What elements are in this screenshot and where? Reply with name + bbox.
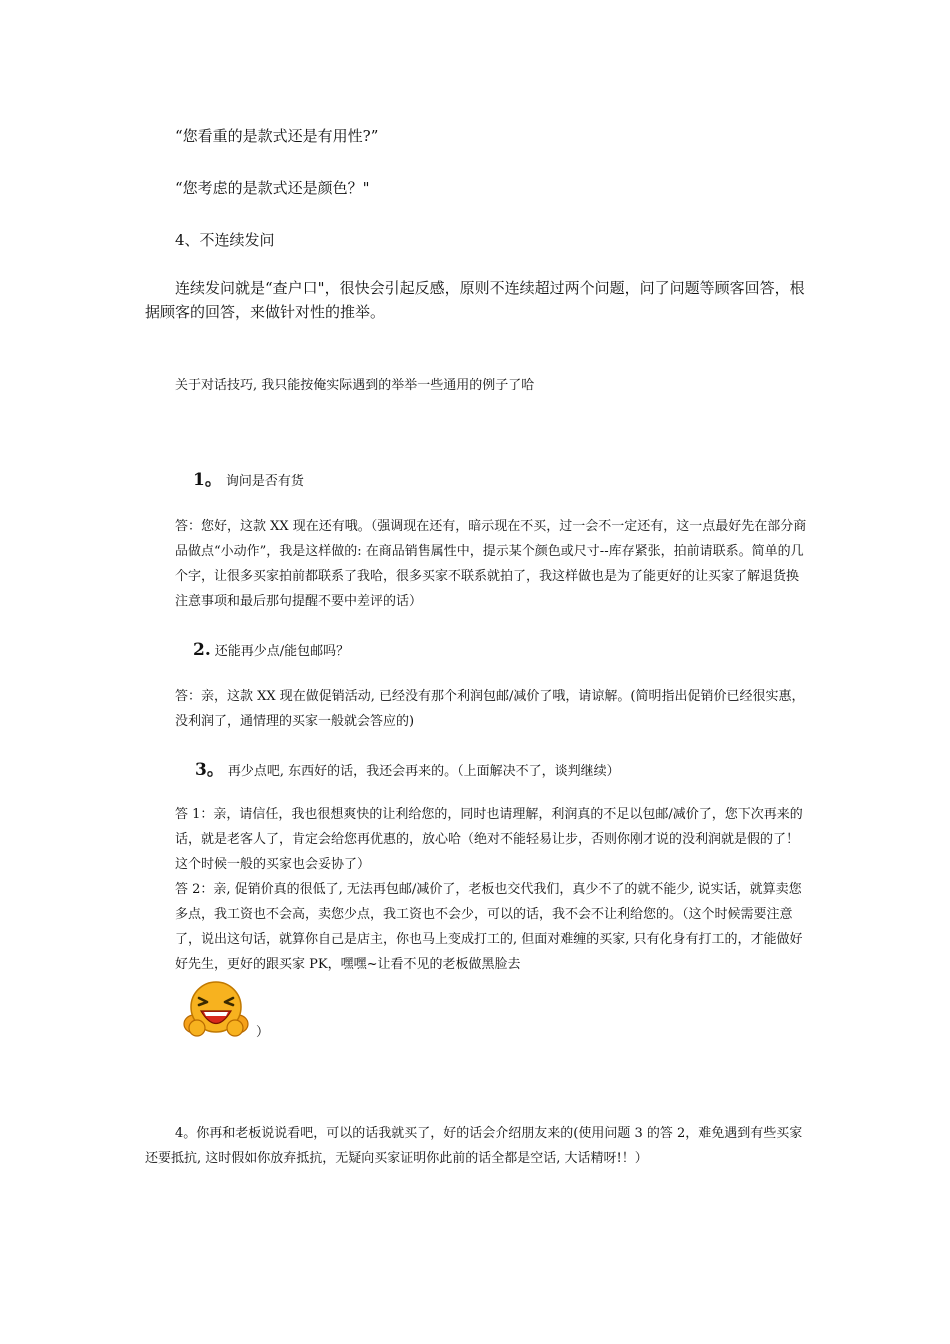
item-4-paragraph: 4。你再和老板说说看吧，可以的话我就买了，好的话会介绍朋友来的(使用问题 3 的答 2，难免遇到有些买家还要抵抗, 这时假如你放弃抵抗，无疑向买家证明你此前的话全都是空话, 大话精呀!！） [145, 1126, 803, 1166]
item-2-answer: 答：亲，这款 XX 现在做促销活动, 已经没有那个利润包邮/减价了哦，请谅解。(简明指出促销价已经很实惠，没利润了，通情理的买家一般就会答应的) [175, 689, 805, 729]
item-3-number: 3。 [195, 760, 224, 780]
item-1-answer: 答：您好，这款 XX 现在还有哦。（强调现在还有，暗示现在不买，过一会不一定还有，这一点最好先在部分商品做点“小动作”，我是这样做的: 在商品销售属性中，提示某个颜色或尺寸--库存紧张，拍前请联系。简单的几个字，让很多买家拍前都联系了我哈，很多买家不联系就拍了，我这样做也是为了能更好的让买家了解退货换注意事项和最后那句提醒不要中差评的话） [175, 519, 807, 609]
section-4-heading: 4、不连续发问 [175, 231, 275, 249]
item-3-closing-paren: ） [256, 1025, 270, 1040]
item-3-question-text: 再少点吧, 东西好的话，我还会再来的。（上面解决不了，谈判继续） [227, 764, 620, 779]
item-2-question-text: 还能再少点/能包邮吗？ [214, 644, 350, 659]
intro-line: 关于对话技巧, 我只能按俺实际遇到的举举一些通用的例子了哈 [175, 378, 535, 393]
question-example-2: “您考虑的是款式还是颜色？" [175, 179, 370, 197]
question-example-1: “您看重的是款式还是有用性?” [175, 127, 379, 145]
item-3-question [145, 758, 810, 784]
item-1-question [145, 468, 810, 494]
item-1-number: 1。 [193, 470, 222, 490]
laughing-emoticon-icon [183, 978, 249, 1040]
item-3-answer-1: 答 1：亲，请信任，我也很想爽快的让利给您的，同时也请理解，利润真的不足以包邮/减价了，您下次再来的话，就是老客人了，肯定会给您再优惠的，放心哈（绝对不能轻易让步，否则你刚才说的没利润就是假的了！这个时候一般的买家也会妥协了） [175, 807, 803, 872]
item-2-question [145, 638, 810, 664]
item-3-answer-2: 答 2：亲, 促销价真的很低了, 无法再包邮/减价了，老板也交代我们，真少不了的就不能少, 说实话，就算卖您多点，我工资也不会高，卖您少点，我工资也不会少，可以的话，我不会不让利给您的。（这个时候需要注意了，说出这句话，就算你自己是店主，你也马上变成打工的, 但面对难缠的买家, 只有化身有打工的，才能做好好先生，更好的跟买家 PK，嘿嘿~让看不见的老板做黑脸去 [175, 882, 803, 972]
emoticon-teeth [204, 1012, 228, 1016]
item-2-number: 2. [193, 640, 211, 660]
item-1-question-text: 询问是否有货 [225, 474, 304, 489]
section-4-body: 连续发问就是“查户口"，很快会引起反感，原则不连续超过两个问题，问了问题等顾客回答，根据顾客的回答，来做针对性的推举。 [145, 279, 805, 321]
